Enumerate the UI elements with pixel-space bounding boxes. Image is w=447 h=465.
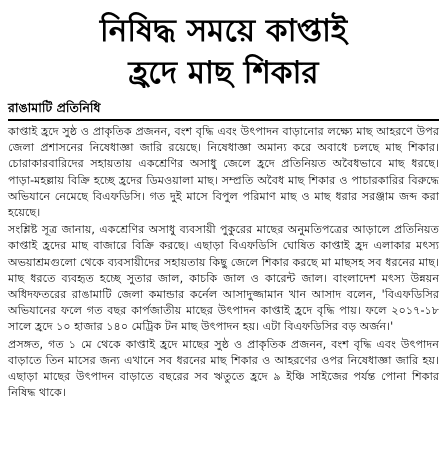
headline-line-1: নিষিদ্ধ সময়ে কাপ্তাই — [99, 13, 348, 49]
paragraph: সংশ্লিষ্ট সূত্র জানায়, একশ্রেণির অসাধু ব্যবসায়ী পুকুরের মাছের অনুমতিপত্রের আড়ালে প্রতিনিয়ত কাপ্তাই হ্রদের মাছ বাজারে বিক্রি করছে। এছাড়া বিএফডিসি ঘোষিত কাপ্তাই হ্রদ এলাকার মৎস্য অভয়াশ্রমগুলো থেকে ব্যবসায়ীদের সহায়তায় কিছু জেলে শিকার করছে মা মাছসহ সব ধরনের মাছ। মাছ ধরতে ব্যবহৃত হচ্ছে সুতার জাল, কাচকি জাল ও কারেন্ট জাল। বাংলাদেশ মৎস্য উন্নয়ন অধিদফতরের রাঙামাটি জেলা কমান্ডার কর্নেল আসাদুজ্জামান খান আসাদ বলেন, 'বিএফডিসির অভিযানের ফলে গত বছর কার্পজাতীয় মাছের উৎপাদন কাপ্তাই হ্রদে বৃদ্ধি পায়। ফলে ২০১৭-১৮ সালে হ্রদে ১০ হাজার ১৪০ মেট্রিক টন মাছ উৎপাদন হয়। এটা বিএফডিসির বড় অর্জন।' — [8, 223, 439, 334]
headline-line-2: হ্রদে মাছ শিকার — [128, 55, 319, 91]
paragraph: কাপ্তাই হ্রদে সুষ্ঠ ও প্রাকৃতিক প্রজনন, বংশ বৃদ্ধি এবং উৎপাদন বাড়ানোর লক্ষ্যে মাছ আহরণে উপর জেলা প্রশাসনের নিষেধাজ্ঞা জারি রয়েছে। নিষেধাজ্ঞা অমান্য করে অবাধে চলছে মাছ শিকার। চোরাকারবারিদের সহায়তায় একশ্রেণির অসাধু জেলে হ্রদে প্রতিনিয়ত অবৈধভাবে মাছ ধরছে। পাড়া-মহল্লায় বিক্রি হচ্ছে হ্রদের ডিমওয়ালা মাছ। সম্প্রতি অবৈধ মাছ শিকার ও পাচারকারির বিরুদ্ধে অভিযানে নেমেছে বিএফডিসি। গত দুই মাসে বিপুল পরিমাণ মাছ ও মাছ ধরার সরঞ্জাম জব্দ করা হয়েছে। — [8, 125, 439, 220]
headline — [8, 10, 439, 94]
article-body — [8, 124, 439, 401]
byline-divider — [8, 119, 439, 121]
paragraph: প্রসঙ্গত, গত ১ মে থেকে কাপ্তাই হ্রদে মাছের সুষ্ঠ ও প্রাকৃতিক প্রজনন, বংশ বৃদ্ধি এবং উৎপাদন বাড়াতে তিন মাসের জন্য এখানে সব ধরনের মাছ শিকার ও আহরণের ওপর নিষেধাজ্ঞা জারি হয়। এছাড়া মাছের উৎপাদন বাড়াতে বছরের সব ঋতুতে হ্রদে ৯ ইঞ্চি সাইজের পর্যন্ত পোনা শিকার নিষিদ্ধ থাকে। — [8, 337, 439, 400]
byline: রাঙামাটি প্রতিনিধি — [8, 100, 101, 115]
